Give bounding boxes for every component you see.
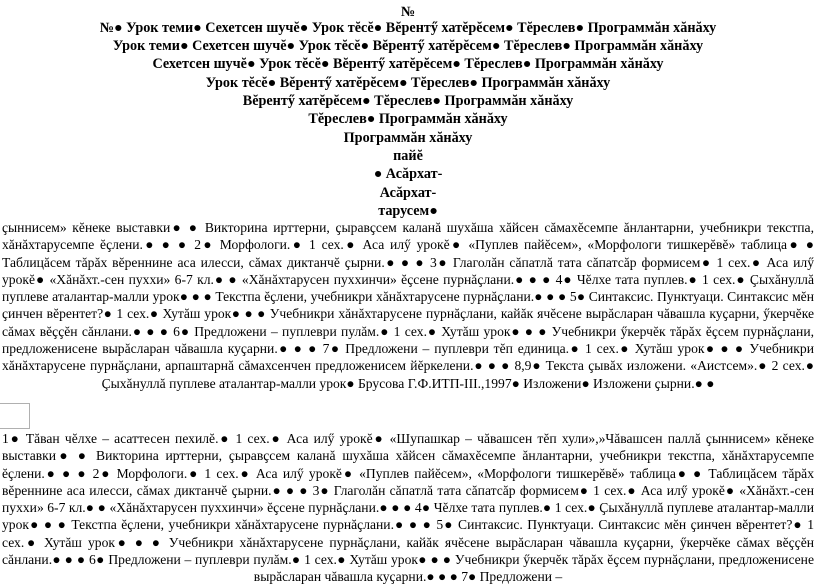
header-line-0: № [400, 4, 416, 20]
header-line-10: Асăрхат- [379, 185, 437, 201]
lesson-plan-paragraph-2: 1● Тăван чĕлхе – асаттесен пехилĕ.● 1 сех.● Аса илӳ урокĕ● «Шупашкар – чăвашсен тĕп хули»,»Чăвашсен паллă ҫыннисем» кĕнеке выставки● ● Викторина ирттерни, ҫыравҫсем каланă шухăша хăйсен сăмахĕсемпе ăнлантарни, учебникри текстпа, хăнăхтарусемпе ĕҫлени.● ● ● 2● Морфологи.● 1 сех.● Аса илӳ урокĕ● «Пуплев пайĕсем», «Морфологи тишкерĕвĕ» таблица● ● Таблицăсем тăрăх вĕреннине аса илесси, сăмах диктанчĕ ҫырни.● ● ● 3● Глаголăн сăпатлă тата сăпатсăр формисем● 1 сех.● Аса илӳ урокĕ● «Хăнăхт.-сен пуххи» 6-7 кл.● ● «Хăнăхтарусен пуххинчи» ĕҫсене пурнăҫлани.● ● ● 4● Чĕлхе тата пуплев.● 1 сех.● Ҫыхăнуллă пуплеве аталантар-малли урок● ● ● Текстпа ĕҫлени, учебникри хăнăхтарусене пурнăҫлани.● ● ● 5● Синтаксис. Пунктуаци. Синтаксис мĕн ҫинчен вĕрентет?● 1 сех.● Хутăш урок● ● ● Учебникри хăнăхтарусене пурнăҫлани, кайăк ячĕсене вырăсларан чăвашла куҫарни, ӳкерчĕке сăмах вĕҫҫĕн сăнлани.● ● ● 6● Предложени – пуплеври пулăм.● 1 сех.● Хутăш урок● ● ● Учебникри ӳкерчĕк тăрăх ĕҫсем пурнăҫлани, предложенисене вырăсларан чăвашла куҫарни.● ● ● 7● Предложени – [2, 431, 814, 585]
header-line-11: тарусем● [378, 203, 438, 219]
header-line-5: Вĕрентӳ хатĕрĕсем● Тĕреслев● Программăн хăнăху [242, 93, 574, 109]
lesson-plan-paragraph-1: ҫыннисем» кĕнеке выставки● ● Викторина ирттерни, ҫыравҫсем каланă шухăша хăйсен сăмахĕсемпе ăнлантарни, учебникри текстпа, хăнăхтарусемпе ĕҫлени.● ● ● 2● Морфологи.● 1 сех.● Аса илӳ урокĕ● «Пуплев пайĕсем», «Морфологи тишкерĕвĕ» таблица● ● Таблицăсем тăрăх вĕреннине аса илесси, сăмах диктанчĕ ҫырни.● ● ● 3● Глаголăн сăпатлă тата сăпатсăр формисем● 1 сех.● Аса илӳ урокĕ● «Хăнăхт.-сен пуххи» 6-7 кл.● ● «Хăнăхтарусен пуххинчи» ĕҫсене пурнăҫлани.● ● ● 4● Чĕлхе тата пуплев.● 1 сех.● Ҫыхăнуллă пуплеве аталантар-малли урок● ● ● Текстпа ĕҫлени, учебникри хăнăхтарусене пурнăҫлани.● ● ● 5● Синтаксис. Пунктуаци. Синтаксис мĕн ҫинчен вĕрентет?● 1 сех.● Хутăш урок● ● ● Учебникри хăнăхтарусене пурнăҫлани, кайăк ячĕсене вырăсларан чăвашла куҫарни, ӳкерчĕке сăмах вĕҫҫĕн сăнлани.● ● ● 6● Предложени – пуплеври пулăм.● 1 сех.● Хутăш урок● ● ● Учебникри ӳкерчĕк тăрăх ĕҫсем пурнăҫлани, предложенисене вырăсларан чăвашла куҫарни.● ● ● 7● Предложени – пуплеври тĕп единица.● 1 сех.● Хутăш урок● ● ● Учебникри хăнăхтарусене пурнăҫлани, арпаштарнă сăмахсенчен предложенисем йĕркелени.● ● ● 8,9● Текста ҫывăх изложени. «Аистсем».● 2 сех.● Ҫыхăнуллă пуплеве аталантар-малли урок● Брусова Г.Ф.ИТП-III.,1997● Изложени● Изложени ҫырни.● ● [2, 220, 814, 391]
header-line-1: №● Урок теми● Сехетсен шучĕ● Урок тĕсĕ● Вĕрентӳ хатĕрĕсем● Тĕреслев● Программăн хăнăху [99, 20, 717, 36]
header-line-3: Сехетсен шучĕ● Урок тĕсĕ● Вĕрентӳ хатĕрĕсем● Тĕреслев● Программăн хăнăху [152, 56, 664, 72]
small-table-cell [0, 403, 30, 429]
header-line-6: Тĕреслев● Программăн хăнăху [308, 111, 508, 127]
header-line-2: Урок теми● Сехетсен шучĕ● Урок тĕсĕ● Вĕрентӳ хатĕрĕсем● Тĕреслев● Программăн хăнăху [112, 38, 704, 54]
header-line-9: ● Асăрхат- [373, 166, 443, 182]
header-line-4: Урок тĕсĕ● Вĕрентӳ хатĕрĕсем● Тĕреслев● Программăн хăнăху [205, 75, 611, 91]
header-line-7: Программăн хăнăху [343, 130, 473, 146]
header-line-8: пайĕ [393, 148, 423, 164]
